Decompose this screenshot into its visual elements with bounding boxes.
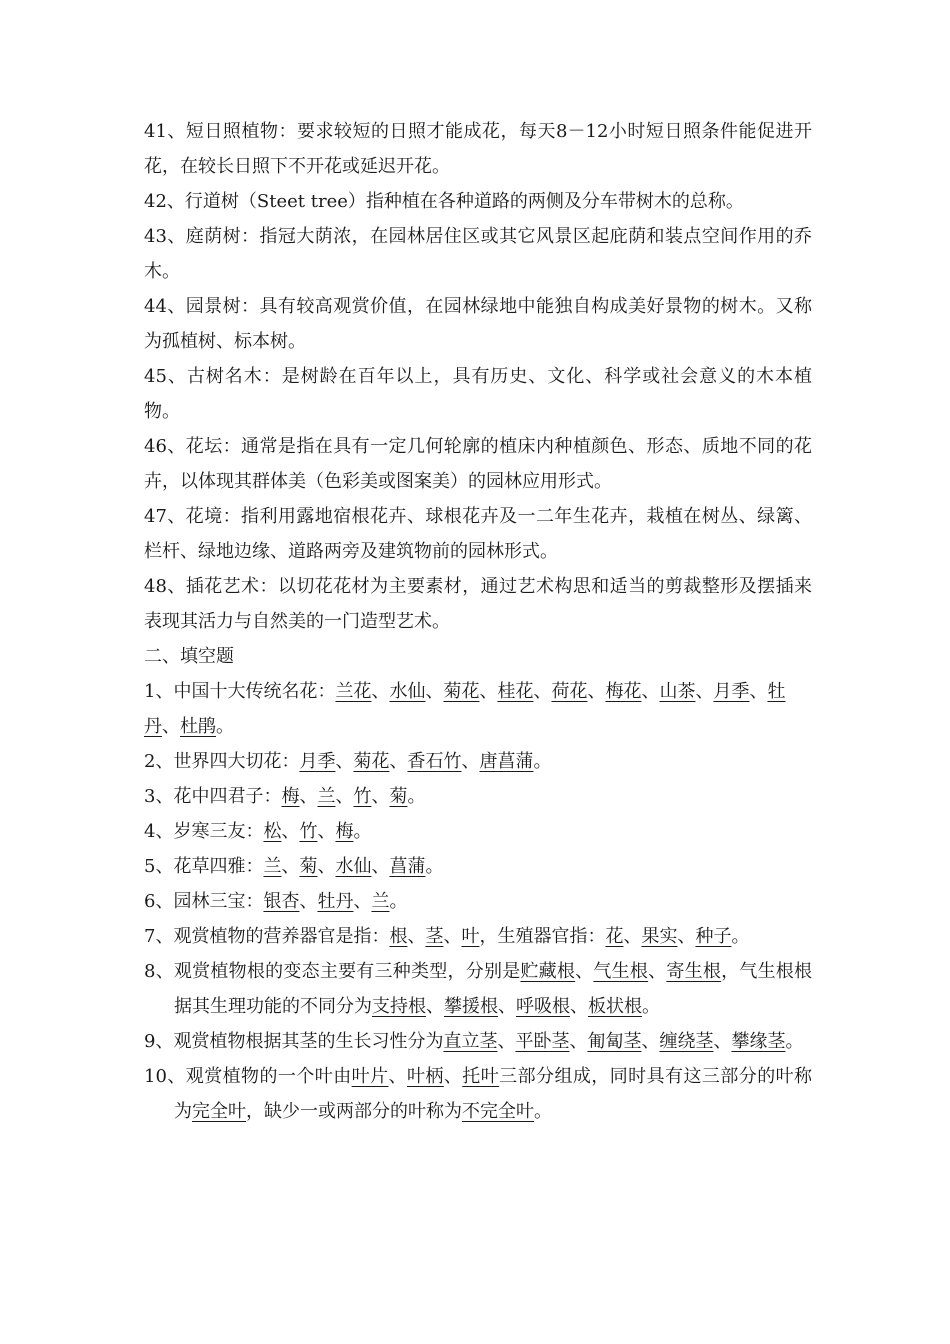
definition-item: 48、插花艺术：以切花花材为主要素材，通过艺术构思和适当的剪裁整形及摆插来表现其活力与自然美的一门造型艺术。: [144, 576, 812, 632]
question-text: 、: [353, 891, 372, 912]
document-body: [144, 114, 812, 1129]
question-text: 、: [479, 681, 498, 702]
answer-text: 竹: [299, 821, 318, 842]
question-text: 。: [533, 751, 552, 772]
question-text: 、: [389, 751, 408, 772]
fill-in-item: [144, 1024, 812, 1059]
question-text: 、: [623, 926, 642, 947]
answer-text: 水仙: [389, 681, 426, 702]
answer-text: 攀援根: [444, 996, 498, 1017]
fill-in-item: [144, 744, 812, 779]
question-text: 、: [162, 716, 180, 737]
question-text: 、: [299, 786, 318, 807]
question-prefix: 9、观赏植物根据其茎的生长习性分为: [144, 1031, 444, 1052]
answer-text: 菖蒲: [389, 856, 426, 877]
question-text: 。: [407, 786, 426, 807]
answer-text: 托叶: [462, 1066, 500, 1087]
section-title: 二、填空题: [144, 646, 234, 667]
question-text: 、: [498, 996, 516, 1017]
definition-item: 42、行道树（Steet tree）指种植在各种道路的两侧及分车带树木的总称。: [144, 191, 744, 212]
fill-in-item: [144, 779, 812, 814]
question-text: 。: [785, 1031, 804, 1052]
question-prefix: 3、花中四君子：: [144, 786, 282, 807]
answer-text: 桂花: [497, 681, 534, 702]
answer-text: 平卧茎: [515, 1031, 570, 1052]
answer-text: 兰: [317, 786, 336, 807]
fill-in-item: [144, 814, 812, 849]
fill-in-item: [144, 849, 812, 884]
answer-text: 山茶: [659, 681, 696, 702]
question-text: 、: [299, 891, 318, 912]
question-text: 、: [641, 1031, 660, 1052]
question-text: 、: [317, 856, 336, 877]
question-text: 、: [335, 751, 354, 772]
question-text: 、: [587, 681, 606, 702]
question-text: 、: [443, 1066, 463, 1087]
question-text: 、: [371, 681, 390, 702]
question-text: 、: [426, 996, 444, 1017]
question-text: 、: [407, 926, 426, 947]
answer-text: 兰: [263, 856, 282, 877]
answer-text: 不完全叶: [462, 1101, 534, 1122]
question-text: 、: [425, 681, 444, 702]
fill-in-item: [144, 884, 812, 919]
answer-text: 攀缘茎: [731, 1031, 786, 1052]
question-text: 、: [497, 1031, 516, 1052]
answer-text: 寄生根: [666, 961, 722, 982]
question-prefix: 10、观赏植物的一个叶由: [144, 1066, 352, 1087]
answer-text: 叶: [461, 926, 480, 947]
answer-text: 板状根: [588, 996, 642, 1017]
answer-text: 牡丹: [317, 891, 354, 912]
question-text: 三部分组成，同时具有这三部分的叶称为: [174, 1066, 813, 1122]
definition-item: 46、花坛：通常是指在具有一定几何轮廓的植床内种植颜色、形态、质地不同的花卉，以体现其群体美（色彩美或图案美）的园林应用形式。: [144, 436, 812, 492]
answer-text: 贮藏根: [520, 961, 576, 982]
question-text: 。: [534, 1101, 552, 1122]
answer-text: 水仙: [335, 856, 372, 877]
answer-text: 松: [263, 821, 282, 842]
answer-text: 兰花: [335, 681, 372, 702]
definition-item: 41、短日照植物：要求较短的日照才能成花，每天8－12小时短日照条件能促进开花，在较长日照下不开花或延迟开花。: [144, 121, 812, 177]
answer-text: 银杏: [263, 891, 300, 912]
definitions-list: [144, 114, 812, 639]
question-prefix: 6、园林三宝：: [144, 891, 264, 912]
fill-in-item: [144, 919, 812, 954]
answer-text: 竹: [353, 786, 372, 807]
answer-text: 支持根: [372, 996, 426, 1017]
definition-item: 47、花境：指利用露地宿根花卉、球根花卉及一二年生花卉，栽植在树丛、绿篱、栏杆、绿地边缘、道路两旁及建筑物前的园林形式。: [144, 506, 812, 562]
question-text: ，生殖器官指：: [479, 926, 606, 947]
question-text: 、: [461, 751, 480, 772]
question-text: 、: [641, 681, 660, 702]
answer-text: 香石竹: [407, 751, 462, 772]
question-text: 、: [335, 786, 354, 807]
answer-text: 梅: [281, 786, 300, 807]
question-prefix: 4、岁寒三友：: [144, 821, 264, 842]
question-text: 。: [425, 856, 444, 877]
answer-text: 气生根: [593, 961, 649, 982]
question-text: 、: [371, 856, 390, 877]
question-text: ，缺少一或两部分的叶称为: [246, 1101, 462, 1122]
answer-text: 梅: [335, 821, 354, 842]
answer-text: 兰: [371, 891, 390, 912]
answer-text: 种子: [695, 926, 732, 947]
answer-text: 茎: [425, 926, 444, 947]
answer-text: 呼吸根: [516, 996, 570, 1017]
question-text: 、: [317, 821, 336, 842]
fill-in-item: [144, 1059, 812, 1129]
question-text: 、: [371, 786, 390, 807]
question-prefix: 8、观赏植物根的变态主要有三种类型，分别是: [144, 961, 521, 982]
answer-text: 月季: [713, 681, 750, 702]
answer-text: 直立茎: [443, 1031, 498, 1052]
answer-text: 菊花: [353, 751, 390, 772]
answer-text: 叶片: [351, 1066, 389, 1087]
fill-in-item: [144, 954, 812, 1024]
answer-text: 菊: [389, 786, 408, 807]
question-text: 、: [575, 961, 594, 982]
answer-text: 牡丹: [144, 681, 786, 737]
fill-in-list: [144, 674, 812, 1129]
answer-text: 根: [389, 926, 408, 947]
answer-text: 菊花: [443, 681, 480, 702]
question-text: 、: [570, 996, 588, 1017]
answer-text: 叶柄: [406, 1066, 444, 1087]
question-text: 、: [443, 926, 462, 947]
definition-item: 43、庭荫树：指冠大荫浓，在园林居住区或其它风景区起庇荫和装点空间作用的乔木。: [144, 226, 812, 282]
question-prefix: 5、花草四雅：: [144, 856, 264, 877]
definition-item: 45、古树名木：是树龄在百年以上，具有历史、文化、科学或社会意义的木本植物。: [144, 366, 812, 422]
answer-text: 菊: [299, 856, 318, 877]
question-text: 、: [749, 681, 768, 702]
question-prefix: 7、观赏植物的营养器官是指：: [144, 926, 390, 947]
question-text: 。: [389, 891, 408, 912]
question-text: 。: [642, 996, 660, 1017]
answer-text: 果实: [641, 926, 678, 947]
answer-text: 唐菖蒲: [479, 751, 534, 772]
question-text: 、: [281, 856, 300, 877]
question-text: 、: [713, 1031, 732, 1052]
answer-text: 匍匐茎: [587, 1031, 642, 1052]
answer-text: 缠绕茎: [659, 1031, 714, 1052]
question-text: 、: [569, 1031, 588, 1052]
question-prefix: 2、世界四大切花：: [144, 751, 300, 772]
question-text: 、: [677, 926, 696, 947]
question-text: 。: [216, 716, 234, 737]
answer-text: 杜鹃: [180, 716, 216, 737]
question-text: 、: [281, 821, 300, 842]
question-text: 、: [533, 681, 552, 702]
question-text: 。: [353, 821, 372, 842]
definition-item: 44、园景树：具有较高观赏价值，在园林绿地中能独自构成美好景物的树木。又称为孤植树、标本树。: [144, 296, 812, 352]
answer-text: 完全叶: [192, 1101, 246, 1122]
question-prefix: 1、中国十大传统名花：: [144, 681, 336, 702]
question-text: 、: [695, 681, 714, 702]
answer-text: 花: [605, 926, 624, 947]
question-text: 。: [731, 926, 750, 947]
fill-in-item: [144, 674, 812, 744]
answer-text: 梅花: [605, 681, 642, 702]
question-text: 、: [648, 961, 667, 982]
answer-text: 荷花: [551, 681, 588, 702]
question-text: 、: [388, 1066, 407, 1087]
question-text: ，气生根根据其生理功能的不同分为: [174, 961, 813, 1017]
answer-text: 月季: [299, 751, 336, 772]
